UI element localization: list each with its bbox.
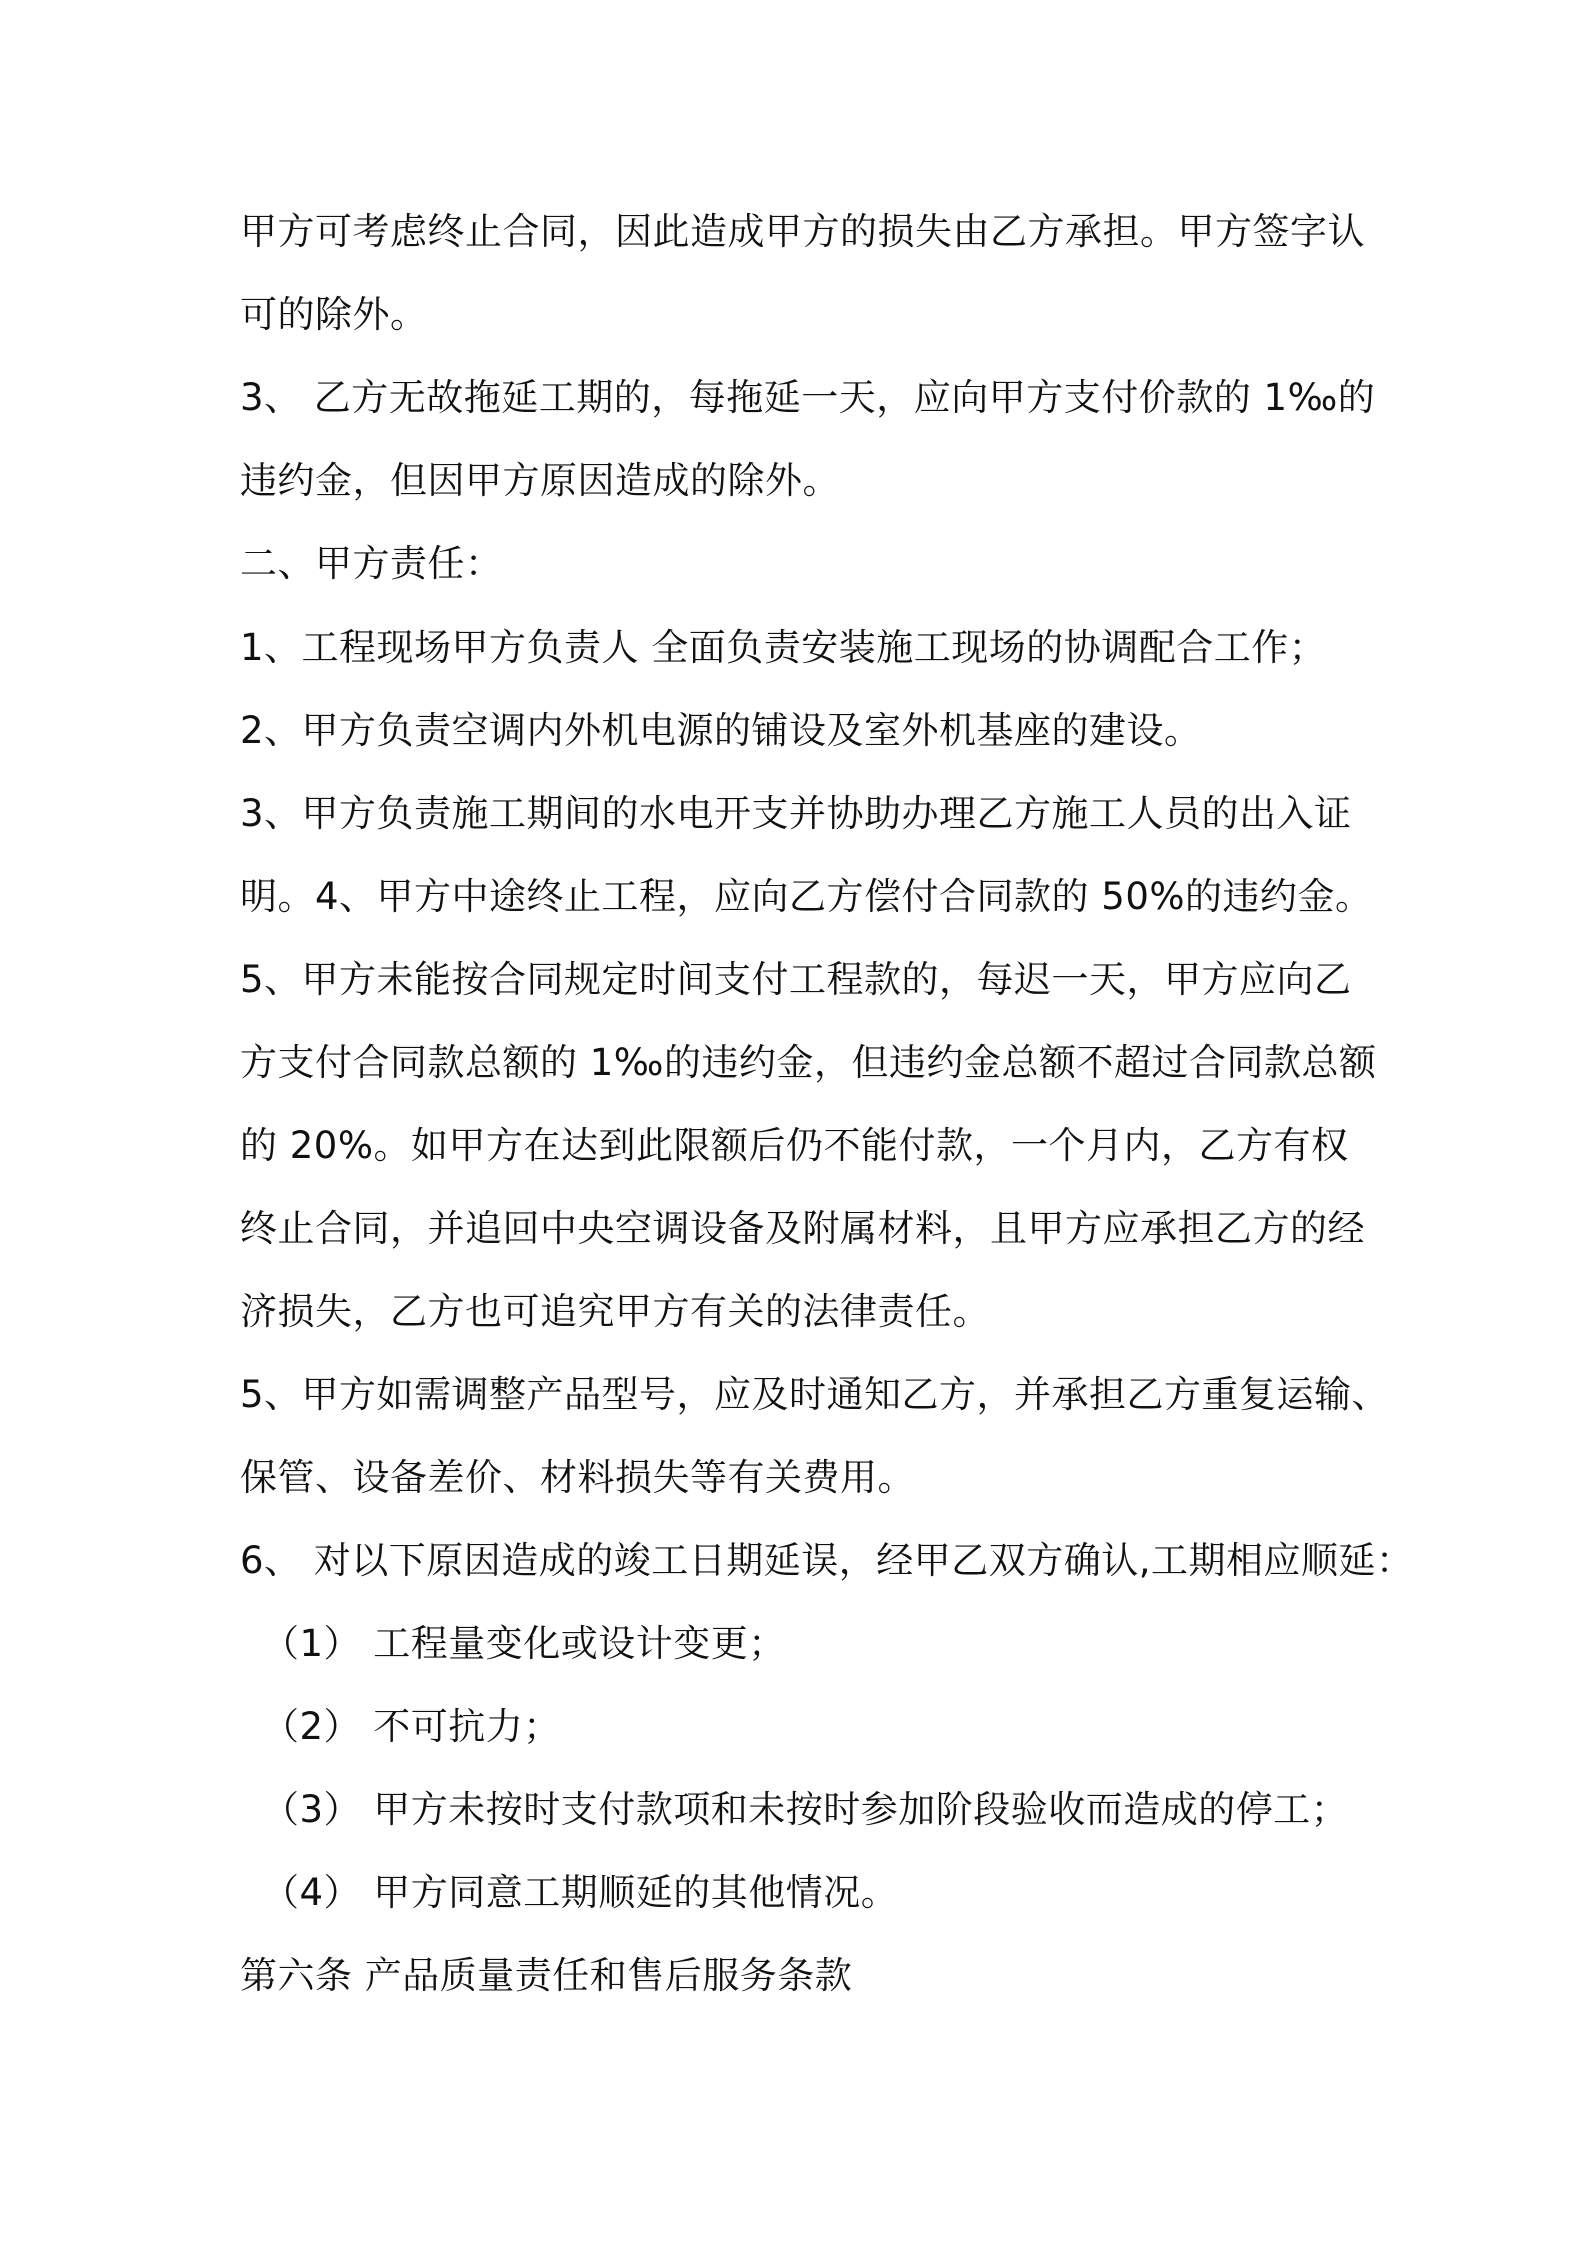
text-line: 3、甲方负责施工期间的水电开支并协助办理乙方施工人员的出入证	[240, 792, 1352, 835]
list-item: （4） 甲方同意工期顺延的其他情况。	[262, 1871, 899, 1914]
text-line: 方支付合同款总额的 1‰的违约金，但违约金总额不超过合同款总额	[240, 1041, 1377, 1084]
list-item: （2） 不可抗力；	[262, 1705, 561, 1748]
text-line: 3、 乙方无故拖延工期的，每拖延一天，应向甲方支付价款的 1‰的	[240, 376, 1376, 419]
text-line: 5、甲方未能按合同规定时间支付工程款的，每迟一天，甲方应向乙	[240, 958, 1352, 1001]
text-line: 可的除外。	[240, 293, 428, 336]
text-line: 甲方可考虑终止合同，因此造成甲方的损失由乙方承担。甲方签字认	[240, 210, 1365, 253]
text-line: 2、甲方负责空调内外机电源的铺设及室外机基座的建设。	[240, 709, 1202, 752]
text-line: 6、 对以下原因造成的竣工日期延误，经甲乙双方确认,工期相应顺延：	[240, 1539, 1414, 1582]
text-line: 违约金，但因甲方原因造成的除外。	[240, 459, 840, 502]
text-line: 保管、设备差价、材料损失等有关费用。	[240, 1456, 915, 1499]
text-line: 明。4、甲方中途终止工程，应向乙方偿付合同款的 50%的违约金。	[240, 875, 1373, 918]
text-line: 的 20%。如甲方在达到此限额后仍不能付款，一个月内，乙方有权	[240, 1124, 1349, 1167]
list-item: （3） 甲方未按时支付款项和未按时参加阶段验收而造成的停工；	[262, 1788, 1349, 1831]
article-heading: 第六条 产品质量责任和售后服务条款	[240, 1954, 853, 1997]
text-line: 1、工程现场甲方负责人 全面负责安装施工现场的协调配合工作；	[240, 626, 1327, 669]
section-heading: 二、甲方责任：	[240, 542, 503, 585]
text-line: 终止合同，并追回中央空调设备及附属材料，且甲方应承担乙方的经	[240, 1207, 1365, 1250]
list-item: （1） 工程量变化或设计变更；	[262, 1622, 786, 1665]
text-line: 5、甲方如需调整产品型号，应及时通知乙方，并承担乙方重复运输、	[240, 1373, 1390, 1416]
text-line: 济损失，乙方也可追究甲方有关的法律责任。	[240, 1290, 990, 1333]
